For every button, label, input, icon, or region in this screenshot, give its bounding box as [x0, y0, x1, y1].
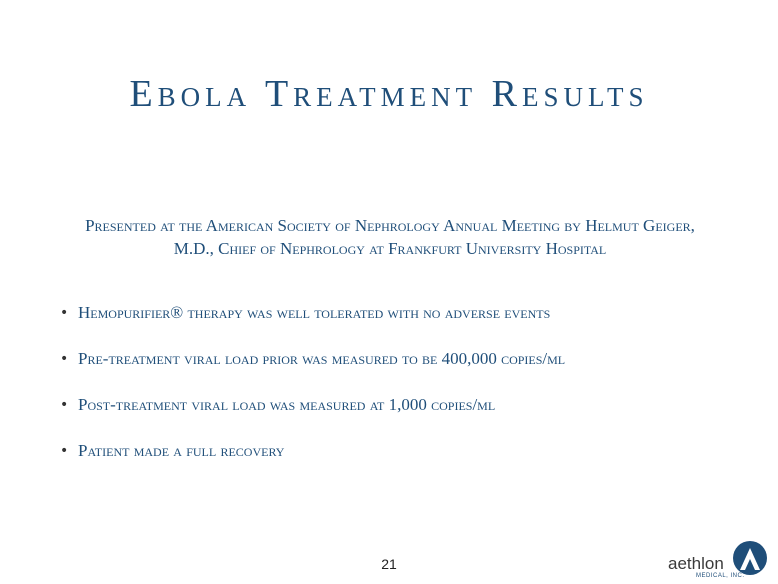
logo-subtitle: MEDICAL, INC.	[696, 573, 745, 579]
company-logo	[668, 540, 772, 580]
bullet-text: Pre-treatment viral load prior was measured to be 400,000 copies/ml	[78, 349, 566, 368]
bullet-item	[58, 346, 748, 392]
bullet-icon: •	[60, 305, 69, 321]
page-number: 21	[381, 556, 397, 572]
bullet-list	[58, 300, 748, 484]
bullet-icon: •	[60, 397, 69, 413]
bullet-text: Patient made a full recovery	[78, 441, 285, 460]
bullet-text: Hemopurifier® therapy was well tolerated with no adverse events	[78, 303, 551, 322]
bullet-text: Post-treatment viral load was measured at 1,000 copies/ml	[78, 395, 496, 414]
bullet-icon: •	[60, 443, 69, 459]
logo-mark-icon	[732, 540, 768, 576]
bullet-icon: •	[60, 351, 69, 367]
bullet-item	[58, 438, 748, 484]
intro-paragraph: Presented at the American Society of Nephrology Annual Meeting by Helmut Geiger, M.D., Chief of Nephrology at Frankfurt University Hospital	[85, 216, 695, 258]
bullet-item	[58, 300, 748, 346]
slide-title: Ebola Treatment Results	[129, 73, 649, 115]
logo-wordmark: aethlon	[668, 554, 724, 573]
bullet-item	[58, 392, 748, 438]
